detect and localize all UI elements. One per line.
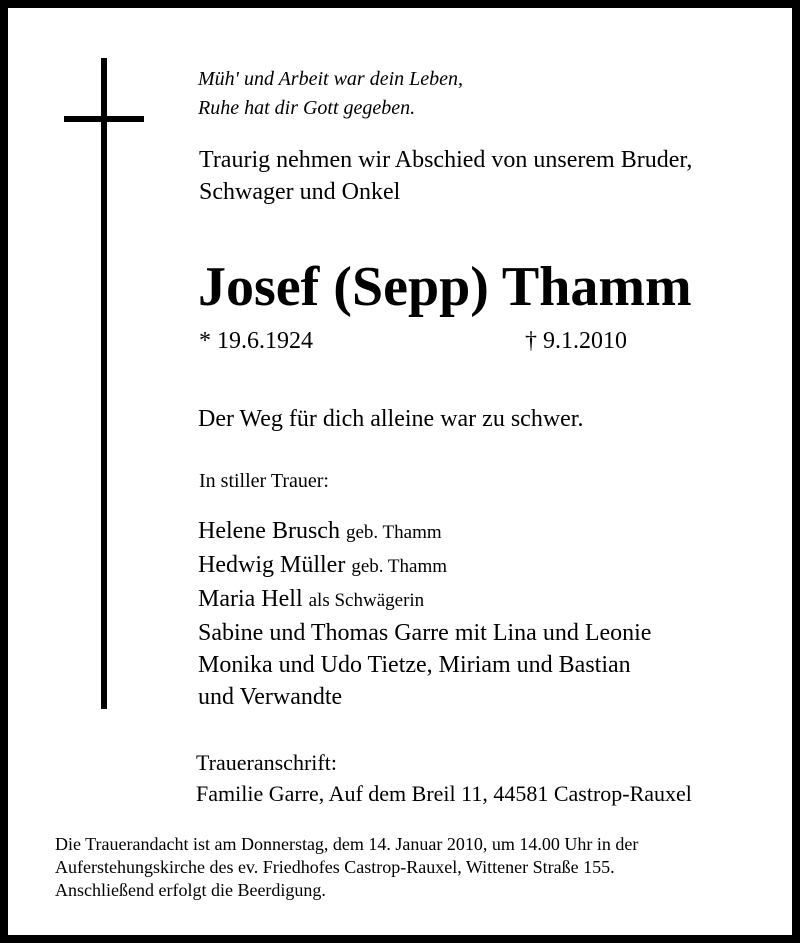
- service-line-1: Die Trauerandacht ist am Donnerstag, dem 14. Januar 2010, um 14.00 Uhr in der: [55, 834, 639, 854]
- verse-line-1: Müh' und Arbeit war dein Leben,: [198, 68, 463, 90]
- intro-line-1: Traurig nehmen wir Abschied von unserem Bruder,: [199, 147, 693, 173]
- service-line-3: Anschließend erfolgt die Beerdigung.: [55, 880, 326, 900]
- address-label: Traueranschrift:: [196, 750, 337, 775]
- cross-icon: [101, 58, 107, 709]
- birth-date: * 19.6.1924: [199, 328, 313, 354]
- family-member-name: Maria Hell: [198, 586, 303, 612]
- family-member: [198, 583, 651, 617]
- death-date: † 9.1.2010: [525, 328, 627, 354]
- family-member-name: Monika und Udo Tietze, Miriam und Bastian: [198, 652, 631, 678]
- address-value: Familie Garre, Auf dem Breil 11, 44581 Castrop-Rauxel: [196, 781, 692, 806]
- verse-line-2: Ruhe hat dir Gott gegeben.: [198, 97, 416, 119]
- family-member: [198, 681, 651, 713]
- cross-icon-bar: [64, 116, 144, 122]
- intro-text: [199, 144, 692, 208]
- family-member-name: Helene Brusch: [198, 518, 340, 544]
- family-member: [198, 549, 651, 583]
- family-list: [198, 515, 651, 713]
- family-member-relation: geb. Thamm: [345, 522, 442, 543]
- family-member-relation: als Schwägerin: [308, 590, 425, 611]
- mourning-label: In stiller Trauer:: [199, 470, 329, 492]
- service-line-2: Auferstehungskirche des ev. Friedhofes Castrop-Rauxel, Wittener Straße 155.: [55, 857, 615, 877]
- family-member-name: Sabine und Thomas Garre mit Lina und Leonie: [198, 620, 652, 646]
- family-member: [198, 515, 651, 549]
- service-info: [55, 833, 638, 902]
- intro-line-2: Schwager und Onkel: [199, 179, 401, 205]
- family-member: [198, 649, 651, 681]
- deceased-name: Josef (Sepp) Thamm: [198, 256, 692, 318]
- family-member-relation: geb. Thamm: [351, 556, 447, 577]
- verse: [198, 65, 463, 123]
- family-member-name: Hedwig Müller: [198, 552, 346, 578]
- motto: Der Weg für dich alleine war zu schwer.: [198, 406, 584, 432]
- family-member: [198, 617, 651, 649]
- family-member-name: und Verwandte: [198, 684, 343, 710]
